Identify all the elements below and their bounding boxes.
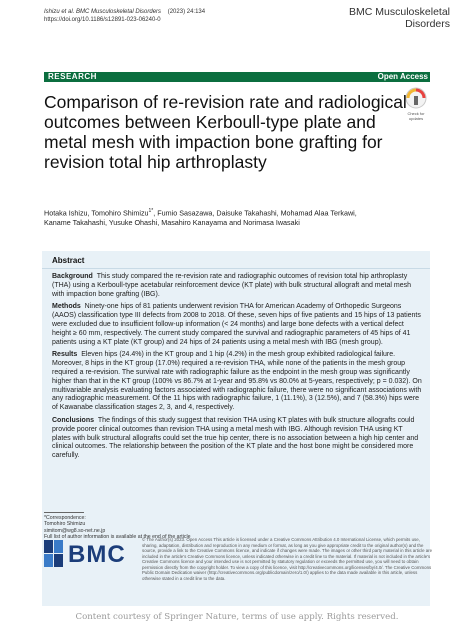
abstract-conclusions	[52, 417, 422, 461]
author-list	[44, 206, 434, 228]
crossmark-label: Check for updates	[407, 111, 425, 121]
conclusions-label: Conclusions	[52, 416, 95, 424]
abstract-title: Abstract	[52, 256, 85, 265]
correspondence-name: Tomohiro Shimizu	[44, 521, 86, 527]
methods-text: Ninety-one hips of 81 patients underwent revision THA for American Academy of Orthopedic Surgeons (AAOS) classification type III defects from 2008 to 2018. Of these, seven hips of five patients and 15 hips of 13 patients were excluded due to insufficient follow-up information (< 24 months) and large bone defects with a vertical defect height ≥ 60 mm, respectively. The current study compared the survival and radiographic parameters of 45 hips of 41 patients using a KT plate (KT group) and 24 hips of 24 patients using a metal mesh with IBG (mesh group).	[52, 303, 421, 346]
citation-text: Ishizu et al. BMC Musculoskeletal Disorders	[44, 9, 162, 15]
background-text: This study compared the re-revision rate and radiographic outcomes of revision total hip arthroplasty (THA) using a Kerboull-type acetabular reinforcement device (KT plate) with bulk structural allograft and metal mesh with impaction bone grafting (IBG).	[52, 273, 411, 298]
abstract-divider	[42, 268, 430, 269]
correspondence-label: *Correspondence:	[44, 514, 86, 521]
doi-link[interactable]: https://doi.org/10.1186/s12891-023-06240-0	[44, 17, 161, 23]
author-sup: 1*	[148, 208, 154, 214]
bmc-logo-text: BMC	[68, 541, 126, 568]
results-label: Results	[52, 351, 78, 359]
journal-name	[349, 6, 450, 30]
correspondence-note: Full list of author information is available at the end of the article	[44, 534, 191, 540]
authors-line2: Kaname Takahashi, Yusuke Ohashi, Masahiro Kanayama and Norimasa Iwasaki	[44, 218, 300, 228]
article-type-banner	[44, 72, 430, 82]
license-text: © The Author(s) 2023. Open Access This article is licensed under a Creative Commons Attribution 4.0 International License, which permits use, sharing, adaptation, distribution and reproduction in any medium or format, as long as you give appropriate credit to the original author(s) and the source, provide a link to the Creative Commons licence, and indicate if changes were made. The images or other third party material in this article are included in the article's Creative Commons licence, unless indicated otherwise in a credit line to the material. If material is not included in the article's Creative Commons licence and your intended use is not permitted by statutory regulation or exceeds the permitted use, you will need to obtain permission directly from the copyright holder. To view a copy of this licence, visit http://creativecommons.org/licenses/by/4.0/. The Creative Commons Public Domain Dedication waiver (http://creativecommons.org/publicdomain/zero/1.0/) applies to the data made available in this article, unless otherwise stated in a credit line to the data.	[142, 537, 433, 581]
footnote-divider	[44, 512, 84, 513]
correspondence-email[interactable]: simitom@wg8.so-net.ne.jp	[44, 527, 106, 534]
abstract-results	[52, 351, 422, 413]
journal-name-line1: BMC Musculoskeletal	[349, 6, 450, 18]
journal-name-line2: Disorders	[405, 18, 450, 30]
open-access-label: Open Access	[377, 72, 428, 81]
courtesy-notice: Content courtesy of Springer Nature, terms of use apply. Rights reserved.	[75, 612, 399, 622]
authors-line1-rest: , Fumio Sasazawa, Daisuke Takahashi, Mohamad Alaa Terkawi,	[153, 208, 357, 218]
article-type-label: RESEARCH	[48, 72, 97, 81]
results-text: Eleven hips (24.4%) in the KT group and 1 hip (4.2%) in the mesh group exhibited radiological failure. Moreover, 8 hips in the KT group (17.0%) required a re-revision THA, while none of the patients in the mesh group required a re-revision. The survival rate with radiographic failure as the endpoint in the mesh group was significantly higher than that in the KT group (100% vs 86.7% at 1-year and 95.8% vs 80.0% at 5-years, respectively; p = 0.032). On multivariable analysis evaluating factors associated with radiographic failure, there were no significant associations with any radiographic measurement. Of the 11 hips with radiographic failure, 1 (11.1%), 3 (12.5%), and 7 (58.3%) hips were of Kawanabe classification stages 2, 3, and 4, respectively.	[52, 351, 422, 412]
background-label: Background	[52, 273, 93, 280]
conclusions-text: The findings of this study suggest that revision THA using KT plates with bulk structure allografts could provide poorer clinical outcomes than revision THA using a metal mesh with IBG. Although revision THA using KT plates with bulk structural allografts could set the true hip center, there is no association between a high hip center and clinical outcomes. The relationship between the position of the KT plate and the host bone might be considered more carefully.	[52, 416, 419, 460]
abstract-background	[52, 273, 422, 299]
abstract-methods	[52, 303, 422, 347]
methods-label: Methods	[52, 303, 81, 311]
correspondence	[44, 512, 191, 541]
header-citation	[44, 8, 205, 24]
article-title: Comparison of re-revision rate and radiological outcomes between Kerboull-type plate and metal mesh with impaction bone grafting for revision total hip arthroplasty	[44, 92, 407, 172]
bmc-logo	[44, 538, 134, 570]
abstract-body	[52, 273, 422, 465]
authors-line1: Hotaka Ishizu, Tomohiro Shimizu	[44, 208, 149, 218]
year-issue: (2023) 24:134	[167, 9, 206, 15]
